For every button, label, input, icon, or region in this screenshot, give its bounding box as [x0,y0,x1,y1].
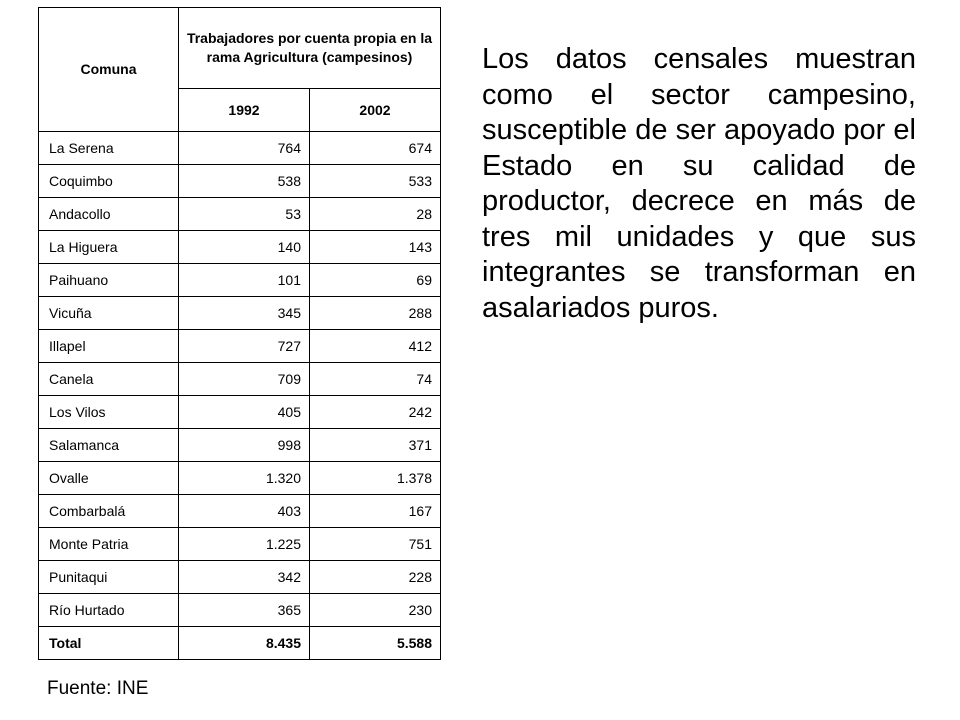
cell-2002: 228 [310,561,441,594]
cell-2002: 143 [310,231,441,264]
cell-comuna: Punitaqui [39,561,179,594]
cell-2002: 751 [310,528,441,561]
total-row [39,627,441,660]
cell-2002: 288 [310,297,441,330]
cell-2002: 230 [310,594,441,627]
cell-comuna: Combarbalá [39,495,179,528]
cell-2002: 371 [310,429,441,462]
cell-comuna: Canela [39,363,179,396]
table-row [39,132,441,165]
cell-1992: 709 [179,363,310,396]
cell-2002: 242 [310,396,441,429]
table-row [39,528,441,561]
table-row [39,297,441,330]
cell-1992: 140 [179,231,310,264]
census-table [38,7,441,660]
cell-comuna: Río Hurtado [39,594,179,627]
table-row [39,594,441,627]
table-row [39,231,441,264]
cell-comuna: Andacollo [39,198,179,231]
cell-comuna: Vicuña [39,297,179,330]
cell-2002: 1.378 [310,462,441,495]
cell-2002: 28 [310,198,441,231]
cell-comuna: La Higuera [39,231,179,264]
table-row [39,198,441,231]
cell-1992: 101 [179,264,310,297]
total-1992: 8.435 [179,627,310,660]
cell-1992: 1.320 [179,462,310,495]
cell-2002: 533 [310,165,441,198]
table-body [39,132,441,660]
cell-1992: 998 [179,429,310,462]
cell-1992: 403 [179,495,310,528]
cell-1992: 405 [179,396,310,429]
cell-1992: 764 [179,132,310,165]
cell-comuna: Monte Patria [39,528,179,561]
cell-1992: 538 [179,165,310,198]
cell-2002: 74 [310,363,441,396]
cell-comuna: Coquimbo [39,165,179,198]
table-row [39,396,441,429]
table-row [39,495,441,528]
cell-comuna: Paihuano [39,264,179,297]
cell-2002: 167 [310,495,441,528]
header-group: Trabajadores por cuenta propia en la rama Agricultura (campesinos) [179,8,441,89]
cell-2002: 69 [310,264,441,297]
cell-comuna: La Serena [39,132,179,165]
table-row [39,561,441,594]
cell-comuna: Salamanca [39,429,179,462]
cell-comuna: Illapel [39,330,179,363]
table-row [39,330,441,363]
cell-2002: 412 [310,330,441,363]
cell-1992: 1.225 [179,528,310,561]
table-row [39,462,441,495]
cell-comuna: Los Vilos [39,396,179,429]
cell-1992: 342 [179,561,310,594]
total-label: Total [39,627,179,660]
table-row [39,429,441,462]
table-row [39,264,441,297]
header-year-1992: 1992 [179,89,310,132]
cell-comuna: Ovalle [39,462,179,495]
header-year-2002: 2002 [310,89,441,132]
body-paragraph: Los datos censales muestran como el sector campesino, susceptible de ser apoyado por el Estado en su calidad de productor, decrece en más de tres mil unidades y que sus integrantes se transforman en asalariados puros. [482,43,916,324]
table-row [39,165,441,198]
cell-1992: 365 [179,594,310,627]
cell-1992: 727 [179,330,310,363]
cell-1992: 345 [179,297,310,330]
source-note: Fuente: INE [47,678,149,699]
cell-1992: 53 [179,198,310,231]
table-row [39,363,441,396]
total-2002: 5.588 [310,627,441,660]
cell-2002: 674 [310,132,441,165]
header-comuna: Comuna [39,8,179,132]
